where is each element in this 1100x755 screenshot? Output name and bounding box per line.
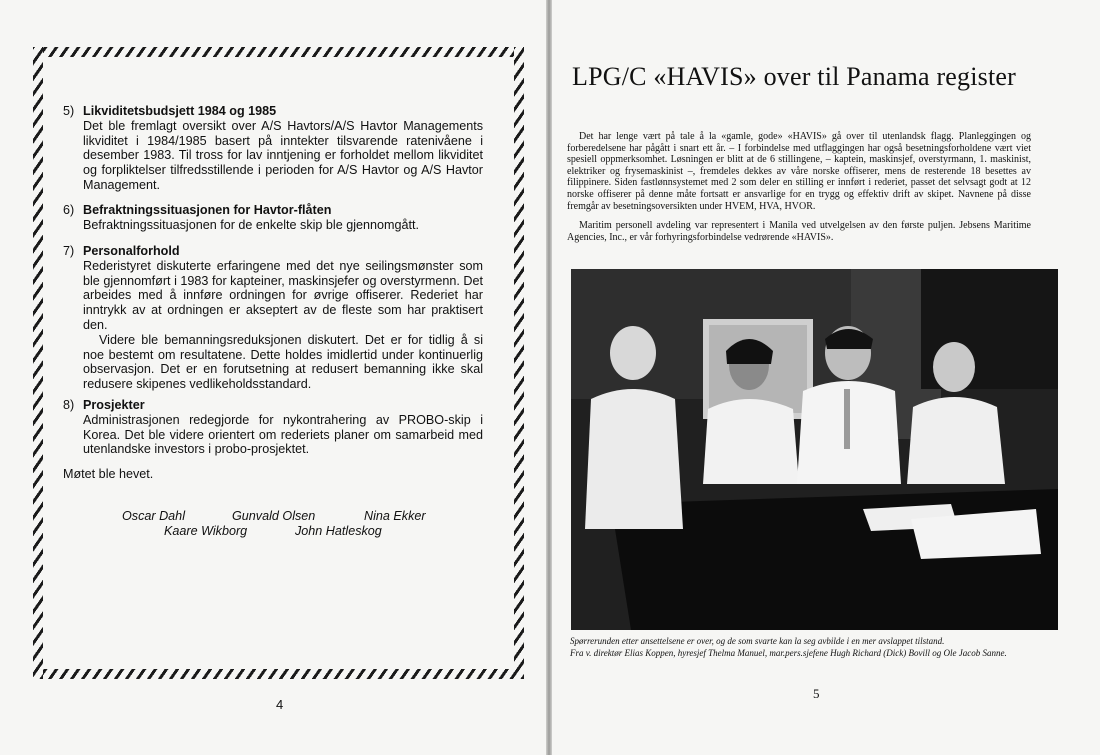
minutes-item-5 — [63, 104, 483, 193]
photo-caption-line-2: Fra v. direktør Elias Koppen, hyresjef Thelma Manuel, mar.pers.sjefene Hugh Richard (Dick) Bovill og Ole Jacob Sanne. — [570, 648, 1007, 658]
item-paragraph: Administrasjonen redegjorde for nykontrahering av PROBO-skip i Korea. Det ble videre orientert om rederiets planer om samarbeid med utenlandske investors i probo-prosjektet. — [83, 412, 483, 457]
book-spine — [546, 0, 552, 755]
photo-caption-line-1: Spørrerunden etter ansettelsene er over, og de som svarte kan la seg avbilde i en mer avslappet tilstand. — [570, 636, 945, 646]
hatched-border-top — [33, 47, 524, 57]
item-heading: Personalforhold — [83, 244, 180, 258]
item-heading: Befraktningssituasjonen for Havtor-flåten — [83, 203, 332, 217]
minutes-item-7 — [63, 244, 483, 392]
hatched-border-bottom — [33, 669, 524, 679]
minutes-item-8 — [63, 398, 483, 457]
hatched-border-right — [514, 47, 524, 679]
signature-john-hatleskog: John Hatleskog — [295, 524, 382, 538]
hatched-border-left — [33, 47, 43, 679]
article-paragraph-1: Det har lenge vært på tale å la «gamle, gode» «HAVIS» gå over til utenlandsk flagg. Planleggingen og forberedelsene har pågått i snart ett år. – I forbindelse med utflaggingen har også besetningsforholdene vært viet spesiell oppmerksomhet. Løsningen er blitt at de 6 stillingene, – kaptein, maskinsjef, overstyrmann, 1. maskinist, elektriker og frysemaskinist –, fremdeles dekkes av våre norske offiserer, mens de resterende 18 besettes av filippinere. Siden fastlønnsystemet med 2 som deler en stilling er innført i rederiet, passet det selvsagt godt at 12 norske offiserer på denne måte fortsatt er ansvarlige for en trygg og effektiv drift av skipet. Navnene på disse fremgår av besetningsoversikten under HVEM, HVA, HVOR. — [567, 131, 1031, 212]
signature-kaare-wikborg: Kaare Wikborg — [164, 524, 248, 538]
item-heading: Prosjekter — [83, 398, 145, 412]
item-paragraph: Videre ble bemanningsreduksjonen diskutert. Det er for tidlig å si noe bestemt om resultatene. Dette holdes imidlertid under kontinuerlig observasjon. Det er en forutsetning at redusert bemanning ikke skal redusere skipenes vedlikeholdsstandard. — [83, 332, 483, 392]
minutes-item-6 — [63, 203, 483, 233]
page-number-right: 5 — [813, 686, 820, 701]
item-number: 5) — [63, 104, 75, 118]
item-paragraph: Befraktningssituasjonen for de enkelte skip ble gjennomgått. — [83, 217, 420, 232]
article-title: LPG/C «HAVIS» over til Panama register — [572, 62, 1017, 91]
signature-oscar-dahl: Oscar Dahl — [122, 509, 185, 523]
page-number-left: 4 — [276, 697, 284, 712]
group-photo — [571, 269, 1058, 630]
item-number: 6) — [63, 203, 75, 217]
closing-line: Møtet ble hevet. — [63, 467, 154, 481]
item-paragraph: Det ble fremlagt oversikt over A/S Havtors/A/S Havtor Managements likviditet i 1984/1985 basert på inntekter tilsvarende ratenivåene i desember 1983. Til tross for lav inntjening er forholdet mellom likviditet og forpliktelser tilfredsstillende i perioden for A/S Havtor og A/S Havtor Management. — [83, 118, 483, 192]
article-paragraph-2: Maritim personell avdeling var representert i Manila ved utvelgelsen av den første puljen. Jebsens Maritime Agencies, Inc., er vår forhyringsforbindelse vedrørende «HAVIS». — [567, 220, 1031, 243]
signature-gunvald-olsen: Gunvald Olsen — [232, 509, 316, 523]
item-heading: Likviditetsbudsjett 1984 og 1985 — [83, 104, 277, 118]
item-number: 7) — [63, 244, 75, 258]
item-number: 8) — [63, 398, 75, 412]
signature-nina-ekker: Nina Ekker — [364, 509, 426, 523]
item-paragraph: Rederistyret diskuterte erfaringene med det nye seilingsmønster som ble gjennomført i 1983 for kapteiner, maskinsjefer og overstyrmenn. Det arbeides med å innføre ordningen for øvrige offiserer. Rederiet har inntrykk av at ordningen er akseptert av de fleste som har praktisert den. — [83, 258, 483, 332]
